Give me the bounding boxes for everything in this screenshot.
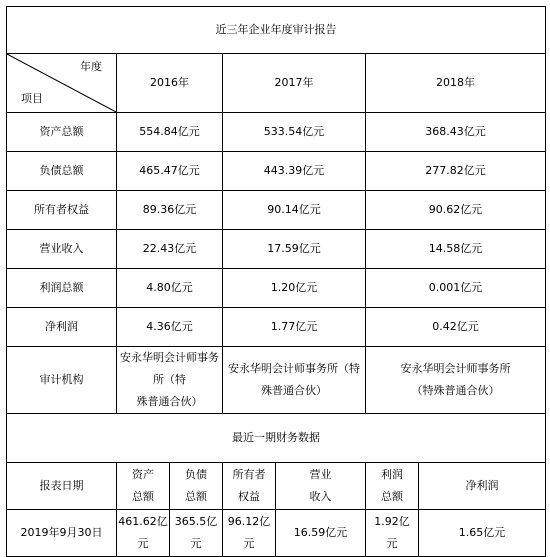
recent-header-row: [7, 463, 546, 510]
row-label: 净利润: [7, 308, 117, 347]
header-corner-cell: [7, 54, 117, 113]
auditor-name-line: （特殊普通合伙）: [411, 384, 500, 397]
header-line: 总额: [381, 490, 403, 503]
row-label: 负债总额: [7, 152, 117, 191]
value-cell: 0.42亿元: [366, 308, 546, 347]
table-row: [7, 152, 546, 191]
value-line: 元: [243, 537, 255, 550]
table-row: [7, 113, 546, 152]
recent-header-equity: [223, 463, 276, 510]
recent-header-total-profit: [366, 463, 419, 510]
recent-header-revenue: [276, 463, 366, 510]
auditor-name-line: 殊普通合伙）: [136, 395, 203, 408]
value-line: 1.92亿: [374, 515, 410, 528]
value-line: 元: [386, 537, 398, 550]
value-cell: 443.39亿元: [223, 152, 366, 191]
table-row: [7, 308, 546, 347]
header-line: 总额: [185, 490, 207, 503]
recent-header-assets: [117, 463, 170, 510]
recent-value-total-profit: [366, 510, 419, 557]
value-cell: 0.001亿元: [366, 269, 546, 308]
value-line: 元: [190, 537, 202, 550]
year-header-label: 年度: [80, 60, 102, 73]
header-line: 资产: [132, 468, 154, 481]
header-line: 利润: [381, 468, 403, 481]
recent-section-title: 最近一期财务数据: [7, 414, 546, 463]
recent-data-row: [7, 510, 546, 557]
table-row: [7, 269, 546, 308]
row-label: 所有者权益: [7, 191, 117, 230]
header-line: 收入: [309, 490, 332, 503]
auditor-cell-2018: [366, 347, 546, 414]
value-cell: 22.43亿元: [117, 230, 223, 269]
auditor-cell-2017: [223, 347, 366, 414]
recent-value-liabilities: [170, 510, 223, 557]
value-cell: 4.36亿元: [117, 308, 223, 347]
auditor-name-line: 安永华明会计师事务所（特: [120, 351, 219, 386]
value-cell: 1.20亿元: [223, 269, 366, 308]
auditor-label: 审计机构: [7, 347, 117, 414]
year-header-2016: 2016年: [117, 54, 223, 113]
table-row: [7, 230, 546, 269]
audit-report-table: [6, 6, 546, 557]
value-cell: 533.54亿元: [223, 113, 366, 152]
auditor-row: [7, 347, 546, 414]
value-cell: 465.47亿元: [117, 152, 223, 191]
recent-header-net-profit: 净利润: [419, 463, 546, 510]
header-line: 总额: [132, 490, 154, 503]
auditor-name-line: 安永华明会计师事务所（特: [228, 362, 360, 375]
recent-header-liabilities: [170, 463, 223, 510]
value-line: 元: [137, 537, 149, 550]
header-line: 所有者: [232, 468, 266, 481]
value-cell: 4.80亿元: [117, 269, 223, 308]
value-line: 365.5亿: [174, 515, 218, 528]
recent-value-equity: [223, 510, 276, 557]
value-cell: 89.36亿元: [117, 191, 223, 230]
value-cell: 90.62亿元: [366, 191, 546, 230]
value-cell: 1.77亿元: [223, 308, 366, 347]
auditor-name-line: 殊普通合伙）: [261, 384, 327, 397]
value-cell: 14.58亿元: [366, 230, 546, 269]
report-title: 近三年企业年度审计报告: [7, 7, 546, 54]
value-cell: 90.14亿元: [223, 191, 366, 230]
recent-value-net-profit: 1.65亿元: [419, 510, 546, 557]
value-cell: 554.84亿元: [117, 113, 223, 152]
auditor-name-line: 安永华明会计师事务所: [400, 362, 511, 375]
header-line: 负债: [185, 468, 207, 481]
recent-header-date: 报表日期: [7, 463, 117, 510]
row-label: 利润总额: [7, 269, 117, 308]
recent-value-assets: [117, 510, 170, 557]
table-row: [7, 191, 546, 230]
value-cell: 17.59亿元: [223, 230, 366, 269]
value-cell: 277.82亿元: [366, 152, 546, 191]
year-header-2018: 2018年: [366, 54, 546, 113]
value-line: 461.62亿: [118, 515, 168, 528]
year-header-2017: 2017年: [223, 54, 366, 113]
header-line: 营业: [309, 468, 332, 481]
item-header-label: 项目: [21, 92, 43, 105]
recent-value-revenue: 16.59亿元: [276, 510, 366, 557]
row-label: 营业收入: [7, 230, 117, 269]
value-cell: 368.43亿元: [366, 113, 546, 152]
recent-value-date: 2019年9月30日: [7, 510, 117, 557]
value-line: 96.12亿: [227, 515, 271, 528]
auditor-cell-2016: [117, 347, 223, 414]
row-label: 资产总额: [7, 113, 117, 152]
header-line: 权益: [238, 490, 260, 503]
